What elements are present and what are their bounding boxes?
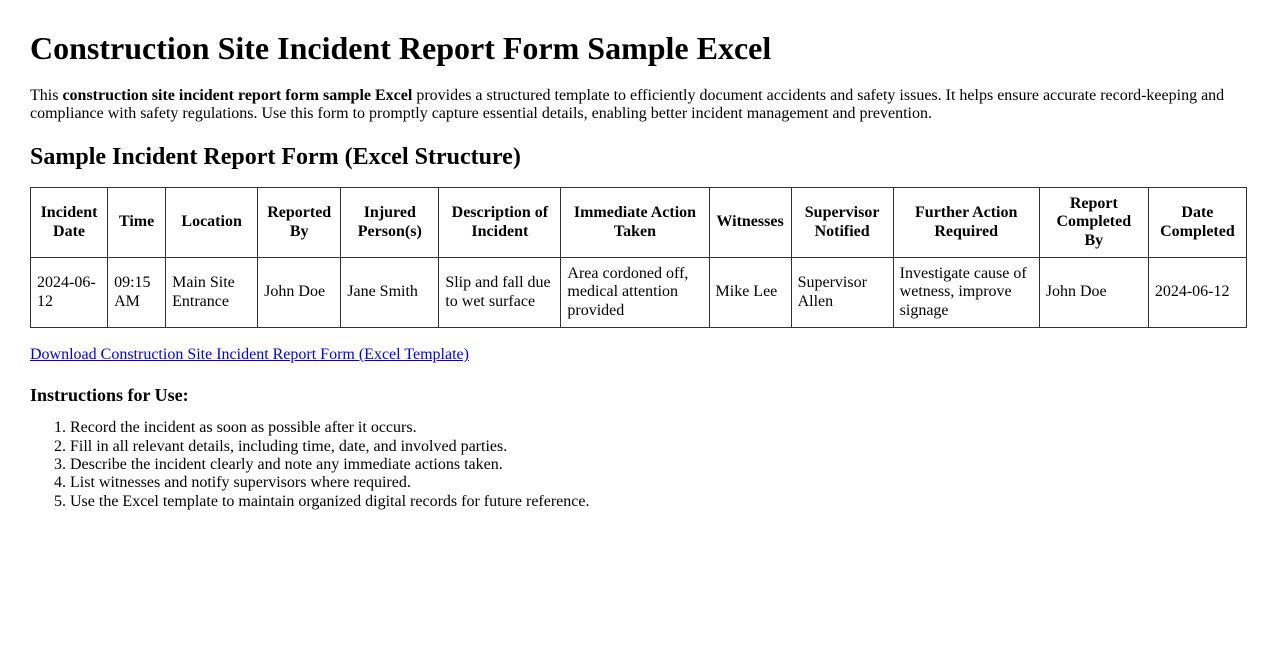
- download-paragraph: [30, 346, 1248, 364]
- header-date-completed: Date Completed: [1148, 188, 1246, 258]
- list-item: 4. List witnesses and notify supervisors where required.: [70, 474, 1248, 492]
- header-incident-date: Incident Date: [31, 188, 108, 258]
- cell-time: 09:15 AM: [108, 258, 166, 328]
- cell-incident-date: 2024-06-12: [31, 258, 108, 328]
- table-row: [31, 258, 1247, 328]
- header-immediate-action-taken: Immediate Action Taken: [561, 188, 709, 258]
- list-item: 2. Fill in all relevant details, including time, date, and involved parties.: [70, 438, 1248, 456]
- header-witnesses: Witnesses: [709, 188, 791, 258]
- cell-injured-persons: Jane Smith: [341, 258, 439, 328]
- cell-immediate-action-taken: Area cordoned off, medical attention provided: [561, 258, 709, 328]
- cell-further-action-required: Investigate cause of wetness, improve signage: [893, 258, 1039, 328]
- header-description-of-incident: Description of Incident: [439, 188, 561, 258]
- incident-report-table: [30, 187, 1247, 328]
- intro-paragraph: [30, 87, 1248, 124]
- cell-location: Main Site Entrance: [166, 258, 258, 328]
- table-header-row: [31, 188, 1247, 258]
- header-time: Time: [108, 188, 166, 258]
- header-supervisor-notified: Supervisor Notified: [791, 188, 893, 258]
- header-injured-persons: Injured Person(s): [341, 188, 439, 258]
- header-reported-by: Reported By: [258, 188, 341, 258]
- download-excel-template-link[interactable]: Download Construction Site Incident Report Form (Excel Template): [30, 346, 469, 364]
- list-item: 3. Describe the incident clearly and note any immediate actions taken.: [70, 456, 1248, 474]
- list-item: 1. Record the incident as soon as possible after it occurs.: [70, 419, 1248, 437]
- intro-text-prefix: This: [30, 86, 63, 104]
- cell-reported-by: John Doe: [258, 258, 341, 328]
- intro-bold-text: construction site incident report form sample Excel: [62, 86, 413, 104]
- instructions-heading: Instructions for Use:: [30, 384, 189, 405]
- cell-description-of-incident: Slip and fall due to wet surface: [439, 258, 561, 328]
- header-location: Location: [166, 188, 258, 258]
- page-title: Construction Site Incident Report Form Sample Excel: [30, 30, 772, 66]
- instructions-list: [30, 419, 1248, 511]
- intro-text-suffix: provides a structured template to efficiently document accidents and safety issues. It helps ensure accurate record-keeping and compliance with safety regulations. Use this form to promptly capture essential details, enabling better incident management and prevention.: [30, 86, 1225, 123]
- header-report-completed-by: Report Completed By: [1039, 188, 1148, 258]
- cell-date-completed: 2024-06-12: [1148, 258, 1246, 328]
- cell-supervisor-notified: Supervisor Allen: [791, 258, 893, 328]
- header-further-action-required: Further Action Required: [893, 188, 1039, 258]
- cell-report-completed-by: John Doe: [1039, 258, 1148, 328]
- section-heading: Sample Incident Report Form (Excel Structure): [30, 143, 521, 170]
- list-item: 5. Use the Excel template to maintain organized digital records for future reference.: [70, 493, 1248, 511]
- cell-witnesses: Mike Lee: [709, 258, 791, 328]
